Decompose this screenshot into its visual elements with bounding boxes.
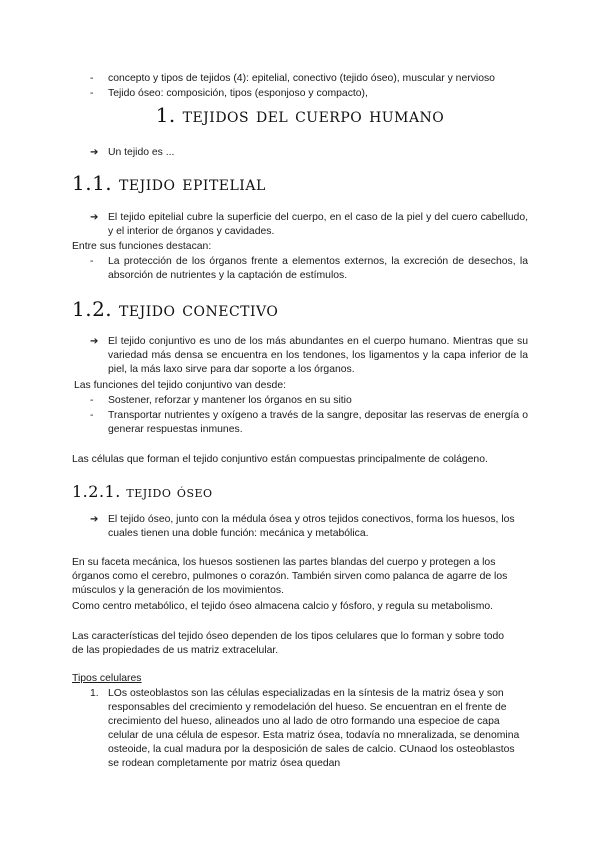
- intro-list-text: concepto y tipos de tejidos (4): epitelial, conectivo (tejido óseo), muscular y nervioso: [108, 73, 495, 84]
- intro-list-text: Tejido óseo: composición, tipos (esponjoso y compacto),: [108, 88, 368, 99]
- conectivo-functions-intro: Las funciones del tejido conjuntivo van desde:: [74, 380, 286, 391]
- section-heading-epitelial: 1.1. tejido epitelial: [72, 171, 266, 195]
- section-heading-oseo: 1.2.1. tejido óseo: [72, 482, 213, 501]
- conectivo-function-text: Transportar nutrientes y oxígeno a través de la sangre, depositar las reservas de energía o generar respuestas inmunes.: [108, 410, 528, 435]
- epitelial-functions-intro: Entre sus funciones destacan:: [72, 241, 212, 252]
- dash-marker: -: [90, 73, 94, 84]
- arrow-marker: ➔: [90, 212, 99, 223]
- arrow-marker: ➔: [90, 147, 99, 158]
- dash-marker: -: [90, 410, 94, 421]
- oseo-mechanical-text: En su faceta mecánica, los huesos sostienen las partes blandas del cuerpo y protegen a los órganos como el cerebro, pulmones o corazón. También sirven como palanca de agarre de los músculos y la generación de los movimientos.: [72, 557, 508, 596]
- conectivo-cells-note: Las células que forman el tejido conjuntivo están compuestas principalmente de colágeno.: [72, 454, 488, 465]
- list-number: 1.: [90, 688, 99, 699]
- epitelial-function-text: La protección de los órganos frente a elementos externos, la excreción de desechos, la absorción de nutrientes y la captación de estímulos.: [108, 256, 528, 281]
- epitelial-arrow-text: El tejido epitelial cubre la superficie del cuerpo, en el caso de la piel y del cuero cabelludo, y el interior de órganos y cavidades.: [108, 212, 528, 237]
- oseo-arrow-text: El tejido óseo, junto con la médula ósea y otros tejidos conectivos, forma los huesos, los cuales tienen una doble función: mecánica y metabólica.: [108, 514, 515, 539]
- arrow-marker: ➔: [90, 336, 99, 347]
- oseo-metabolic-text: Como centro metabólico, el tejido óseo almacena calcio y fósforo, y regula su metabolismo.: [72, 601, 494, 612]
- arrow-marker: ➔: [90, 514, 99, 525]
- dash-marker: -: [90, 88, 94, 99]
- page-title: 1. tejidos del cuerpo humano: [155, 103, 445, 127]
- dash-marker: -: [90, 256, 94, 267]
- conectivo-arrow-text: El tejido conjuntivo es uno de los más abundantes en el cuerpo humano. Mientras que su variedad más densa se encuentra en los tendones, los ligamentos y la capa inferior de la piel, la más laxo sirve para dar soporte a los órganos.: [108, 336, 528, 375]
- section-heading-conectivo: 1.2. tejido conectivo: [72, 297, 279, 321]
- intro-arrow-text: Un tejido es ...: [108, 147, 175, 158]
- oseo-characteristics-text: Las características del tejido óseo dependen de los tipos celulares que lo forman y sobre todo de las propiedades de us matriz extracelular.: [72, 631, 505, 656]
- dash-marker: -: [90, 395, 94, 406]
- conectivo-function-text: Sostener, reforzar y mantener los órganos en su sitio: [108, 395, 352, 406]
- cell-type-text: LOs osteoblastos son las células especializadas en la síntesis de la matriz ósea y son responsables del crecimiento y remodelación del hueso. Se encuentran en el frente de crecimiento del hueso, alineados uno al lado de otro formando una especioe de capa celular de una célula de espesor. Esta matriz ósea, todavía no mneralizada, se denomina osteoide, la cual madura por la desposición de sales de calcio. CUnaod los osteoblastos se rodean completamente por matriz ósea quedan: [108, 688, 520, 769]
- cell-types-heading: Tipos celulares: [72, 673, 142, 684]
